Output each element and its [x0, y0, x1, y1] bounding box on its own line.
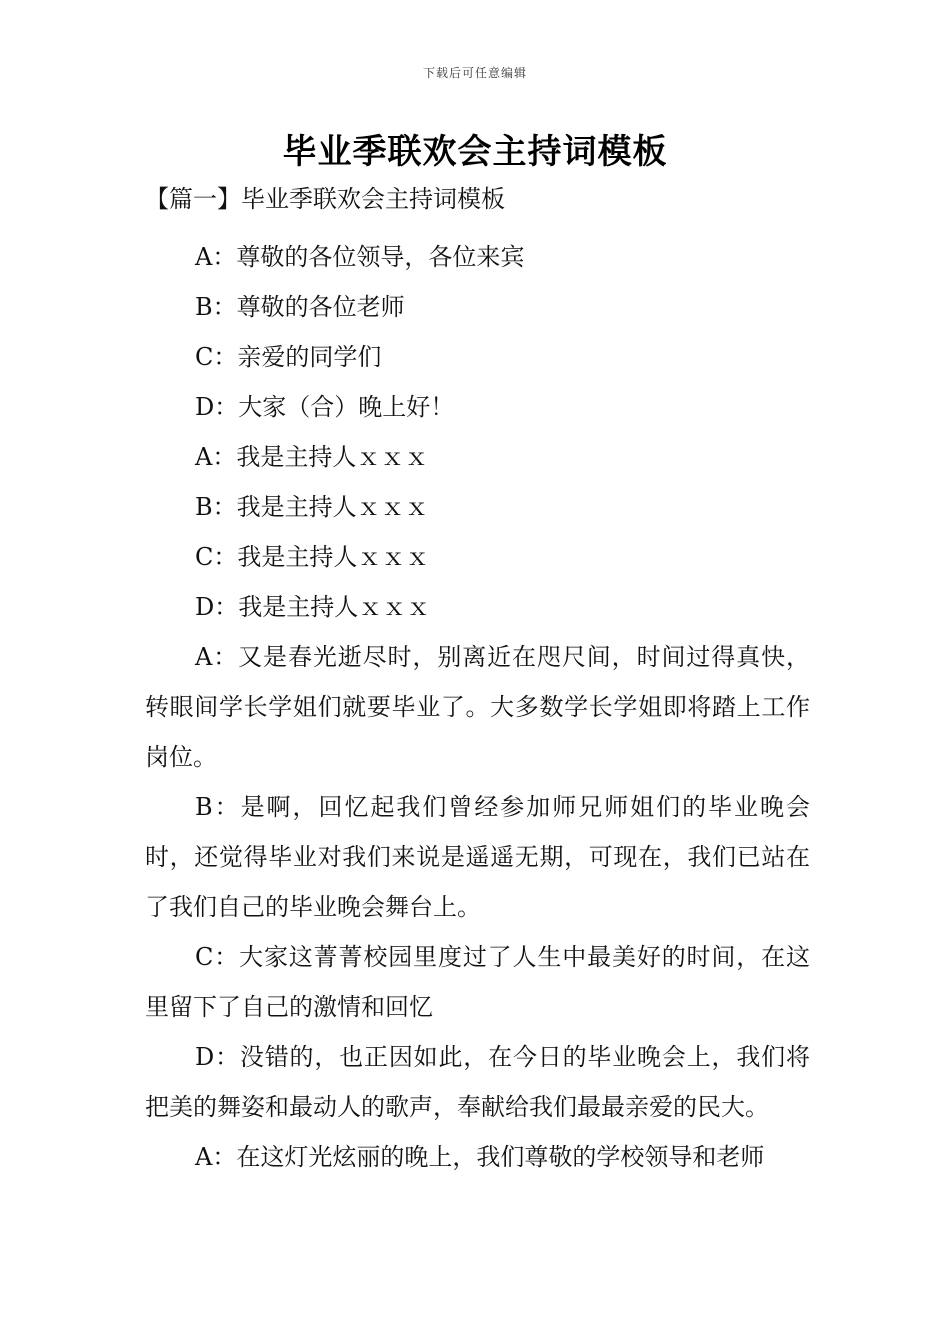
dialogue-paragraph: A：在这灯光炫丽的晚上，我们尊敬的学校领导和老师	[195, 1143, 765, 1171]
section-heading: 【篇一】毕业季联欢会主持词模板	[145, 185, 505, 213]
dialogue-line: D：我是主持人ｘｘｘ	[195, 593, 431, 621]
header-note: 下载后可任意编辑	[422, 66, 527, 80]
document-title: 毕业季联欢会主持词模板	[282, 132, 668, 172]
dialogue-paragraph: C：大家这菁菁校园里度过了人生中最美好的时间，在这里留下了自己的激情和回忆	[145, 943, 810, 1021]
dialogue-line: A：尊敬的各位领导，各位来宾	[195, 243, 525, 271]
dialogue-paragraph: D：没错的，也正因如此，在今日的毕业晚会上，我们将把美的舞姿和最动人的歌声，奉献给我们最最亲爱的民大。	[145, 1043, 810, 1121]
dialogue-paragraph: A：又是春光逝尽时，别离近在咫尺间，时间过得真快，转眼间学长学姐们就要毕业了。大多数学长学姐即将踏上工作岗位。	[145, 643, 810, 771]
dialogue-line: D：大家（合）晚上好！	[195, 393, 455, 421]
dialogue-line: A：我是主持人ｘｘｘ	[195, 443, 429, 471]
dialogue-line: C：我是主持人ｘｘｘ	[195, 543, 430, 571]
dialogue-line: B：尊敬的各位老师	[195, 293, 405, 321]
dialogue-paragraph: B：是啊，回忆起我们曾经参加师兄师姐们的毕业晚会时，还觉得毕业对我们来说是遥遥无期，可现在，我们已站在了我们自己的毕业晚会舞台上。	[145, 793, 810, 921]
document-body	[145, 232, 810, 1182]
dialogue-line: B：我是主持人ｘｘｘ	[195, 493, 429, 521]
dialogue-line: C：亲爱的同学们	[195, 343, 382, 371]
